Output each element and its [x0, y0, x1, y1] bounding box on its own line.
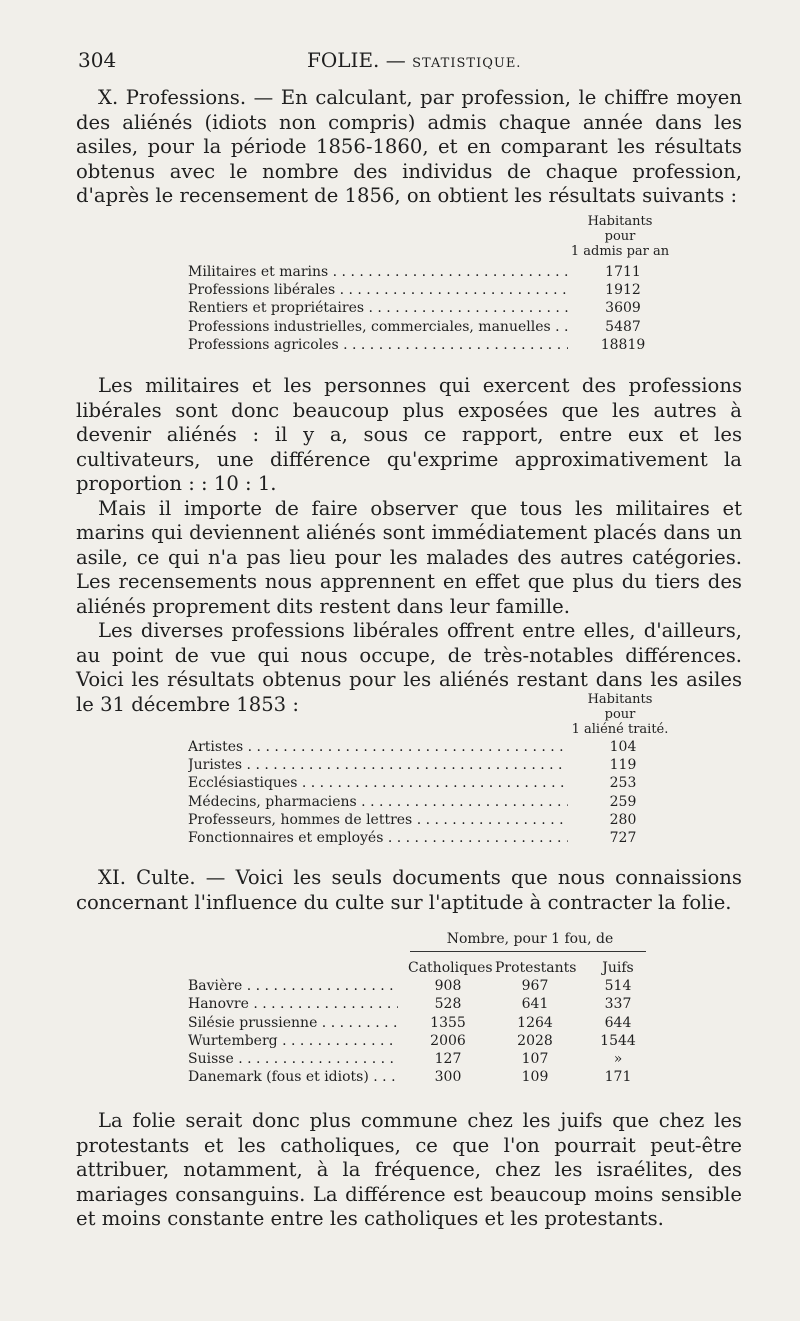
cell: 300 — [434, 1069, 462, 1086]
table1-header-line: pour — [604, 229, 636, 244]
table-row — [188, 977, 638, 995]
table1-header-line: Habitants — [587, 214, 653, 229]
cell: 337 — [604, 996, 632, 1013]
cell: 127 — [434, 1050, 462, 1067]
table1-header-line: 1 admis par an — [570, 244, 670, 259]
table1-column-header — [560, 214, 680, 259]
row-value: 727 — [578, 829, 668, 847]
cell: 109 — [521, 1069, 549, 1086]
row-label: Médecins, pharmaciens — [188, 793, 357, 810]
row-label: Professions libérales — [188, 282, 336, 299]
row-label: Silésie prussienne — [188, 1014, 318, 1031]
row-label: Hanovre — [188, 996, 249, 1013]
row-value: 3609 — [578, 299, 668, 317]
table-liberal-professions — [188, 738, 668, 847]
body-text-block — [76, 374, 742, 717]
row-label: Ecclésiastiques — [188, 775, 298, 792]
row-value: 253 — [578, 774, 668, 792]
table-row — [188, 774, 668, 792]
row-value: 5487 — [578, 318, 668, 336]
cell: 967 — [521, 978, 549, 995]
table-row — [188, 318, 668, 336]
row-value: 119 — [578, 756, 668, 774]
group-header-rule — [410, 951, 646, 952]
table2-column-header — [555, 692, 685, 737]
cell: 1544 — [600, 1032, 636, 1049]
header-title: FOLIE. — [307, 48, 380, 72]
table-row — [188, 1032, 638, 1050]
table-row — [188, 738, 668, 756]
row-value: 280 — [578, 811, 668, 829]
section-culte-intro — [76, 866, 742, 915]
row-label: Professeurs, hommes de lettres — [188, 811, 413, 828]
table-professions — [188, 263, 668, 354]
table-row — [188, 1068, 638, 1086]
row-label: Juristes — [188, 757, 243, 774]
row-label: Militaires et marins — [188, 264, 329, 280]
table-row — [188, 995, 638, 1013]
cell: 107 — [521, 1050, 549, 1067]
row-value: 104 — [578, 738, 668, 756]
running-title — [307, 48, 521, 72]
column-header: Protestants — [495, 960, 577, 976]
table-row — [188, 263, 668, 281]
row-label: Professions agricoles — [188, 336, 339, 353]
table-header-row — [188, 959, 638, 977]
para-intro: X. Professions. — En calculant, par profession, le chiffre moyen des aliénés (idiots non compris) admis chaque année dans les asiles, pour la période 1856-1860, et en comparant les résultats obtenus avec le nombre des individus de chaque profession, d'après le recensement de 1856, on obtient les résultats suivants : — [76, 86, 742, 207]
cell: 908 — [434, 978, 462, 995]
row-label: Artistes — [188, 739, 244, 755]
paragraph: La folie serait donc plus commune chez les juifs que chez les protestants et les catholiques, ce que l'on pourrait peut-être attribuer, notamment, à la fréquence, chez les israélites, des mariages consanguins. La différence est beaucoup moins sensible et moins constante entre les catholiques et les protestants. — [76, 1109, 742, 1230]
running-header — [72, 48, 740, 76]
cell: 1264 — [517, 1014, 553, 1031]
row-label: Fonctionnaires et employés — [188, 829, 384, 846]
paragraph: Mais il importe de faire observer que tous les militaires et marins qui deviennent aliénés sont immédiatement placés dans un asile, ce qui n'a pas lieu pour les malades des autres catégories. Les recensements nous apprennent en effet que plus du tiers des aliénés proprement dits restent dans leur famille. — [76, 496, 742, 618]
conclusion-text — [76, 1109, 742, 1232]
table-row — [188, 829, 668, 847]
column-header: Juifs — [602, 960, 634, 976]
table-row — [188, 1050, 638, 1068]
table2-header-line: 1 aliéné traité. — [571, 722, 669, 737]
table-row — [188, 1014, 638, 1032]
row-label: Danemark (fous et idiots) — [188, 1069, 369, 1086]
cell: 2028 — [517, 1032, 553, 1049]
paragraph: Les diverses professions libérales offrent entre elles, d'ailleurs, au point de vue qui nous occupe, de très-notables différences. Voici les résultats obtenus pour les aliénés restant dans les asiles le 31 décembre 1853 : — [76, 619, 742, 716]
table2-header-line: Habitants — [587, 692, 653, 707]
table-row — [188, 756, 668, 774]
header-dash: — — [385, 48, 406, 72]
cell: 171 — [604, 1069, 632, 1086]
table-culte — [188, 959, 638, 1086]
section-professions-intro — [76, 86, 742, 209]
cell: 2006 — [430, 1032, 466, 1049]
paragraph: Les militaires et les personnes qui exercent des professions libérales sont donc beaucoup plus exposées que les autres à devenir aliénés : il y a, sous ce rapport, entre eux et les cultivateurs, une différence qu'exprime approximativement la proportion : : 10 : 1. — [76, 374, 742, 495]
row-value: 1711 — [578, 263, 668, 281]
row-value: 1912 — [578, 281, 668, 299]
table-row — [188, 281, 668, 299]
row-label: Professions industrielles, commerciales, manuelles — [188, 318, 551, 335]
table-row — [188, 299, 668, 317]
paragraph: XI. Culte. — Voici les seuls documents que nous connaissions concernant l'influence du culte sur l'aptitude à contracter la folie. — [76, 866, 742, 914]
cell: 528 — [434, 996, 462, 1013]
cell: 641 — [521, 996, 549, 1013]
column-header: Catholiques — [408, 960, 493, 976]
cell: 1355 — [430, 1014, 466, 1031]
row-label: Bavière — [188, 978, 243, 995]
header-subtitle: STATISTIQUE. — [412, 56, 522, 71]
row-label: Suisse — [188, 1050, 234, 1067]
row-label: Rentiers et propriétaires — [188, 300, 365, 317]
row-value: 259 — [578, 793, 668, 811]
row-label: Wurtemberg — [188, 1032, 278, 1049]
table-row — [188, 336, 668, 354]
table2-header-line: pour — [604, 707, 636, 722]
cell: » — [613, 1050, 623, 1067]
cell: 644 — [604, 1014, 632, 1031]
table-row — [188, 811, 668, 829]
row-value: 18819 — [578, 336, 668, 354]
table-row — [188, 793, 668, 811]
page-number: 304 — [78, 48, 117, 72]
table3-group-header: Nombre, pour 1 fou, de — [446, 931, 614, 947]
cell: 514 — [604, 978, 632, 995]
